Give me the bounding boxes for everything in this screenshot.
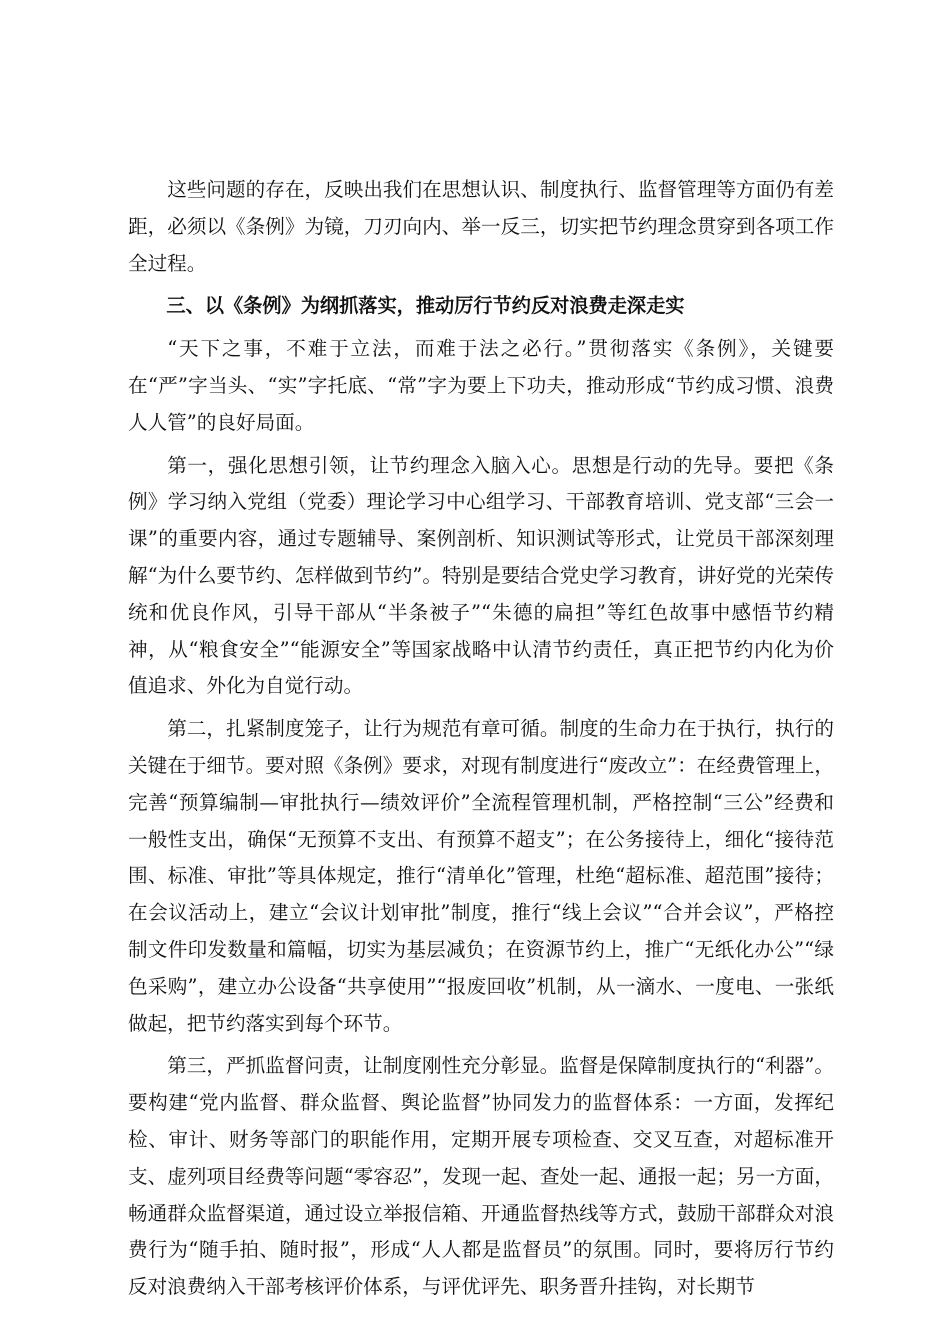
document-page — [128, 172, 834, 1312]
paragraph-second-system: 第二，扎紧制度笼子，让行为规范有章可循。制度的生命力在于执行，执行的关键在于细节。要对照《条例》要求，对现有制度进行“废改立”：在经费管理上，完善“预算编制—审批执行—绩效评价”全流程管理机制，严格控制“三公”经费和一般性支出，确保“无预算不支出、有预算不超支”；在公务接待上，细化“接待范围、标准、审批”等具体规定，推行“清单化”管理，杜绝“超标准、超范围”接待；在会议活动上，建立“会议计划审批”制度，推行“线上会议”“合并会议”，严格控制文件印发数量和篇幅，切实为基层减负；在资源节约上，推广“无纸化办公”“绿色采购”，建立办公设备“共享使用”“报废回收”机制，从一滴水、一度电、一张纸做起，把节约落实到每个环节。 — [128, 717, 834, 1035]
paragraph-intro-quote: “天下之事，不难于立法，而难于法之必行。”贯彻落实《条例》，关键要在“严”字当头、“实”字托底、“常”字为要上下功夫，推动形成“节约成习惯、浪费人人管”的良好局面。 — [128, 337, 834, 434]
paragraph-first-ideology: 第一，强化思想引领，让节约理念入脑入心。思想是行动的先导。要把《条例》学习纳入党组（党委）理论学习中心组学习、干部教育培训、党支部“三会一课”的重要内容，通过专题辅导、案例剖析、知识测试等形式，让党员干部深刻理解“为什么要节约、怎样做到节约”。特别是要结合党史学习教育，讲好党的光荣传统和优良作风，引导干部从“半条被子”“朱德的扁担”等红色故事中感悟节约精神，从“粮食安全”“能源安全”等国家战略中认清节约责任，真正把节约内化为价值追求、外化为自觉行动。 — [128, 453, 834, 698]
paragraph-problems-reflection: 这些问题的存在，反映出我们在思想认识、制度执行、监督管理等方面仍有差距，必须以《条例》为镜，刀刃向内、举一反三，切实把节约理念贯穿到各项工作全过程。 — [128, 178, 834, 275]
paragraph-third-supervision: 第三，严抓监督问责，让制度刚性充分彰显。监督是保障制度执行的“利器”。要构建“党内监督、群众监督、舆论监督”协同发力的监督体系：一方面，发挥纪检、审计、财务等部门的职能作用，定期开展专项检查、交叉互查，对超标准开支、虚列项目经费等问题“零容忍”，发现一起、查处一起、通报一起；另一方面，畅通群众监督渠道，通过设立举报信箱、开通监督热线等方式，鼓励干部群众对浪费行为“随手拍、随时报”，形成“人人都是监督员”的氛围。同时，要将厉行节约反对浪费纳入干部考核评价体系，与评优评先、职务晋升挂钩，对长期节 — [128, 1054, 834, 1299]
section-heading-three: 三、以《条例》为纲抓落实，推动厉行节约反对浪费走深走实 — [166, 294, 685, 318]
